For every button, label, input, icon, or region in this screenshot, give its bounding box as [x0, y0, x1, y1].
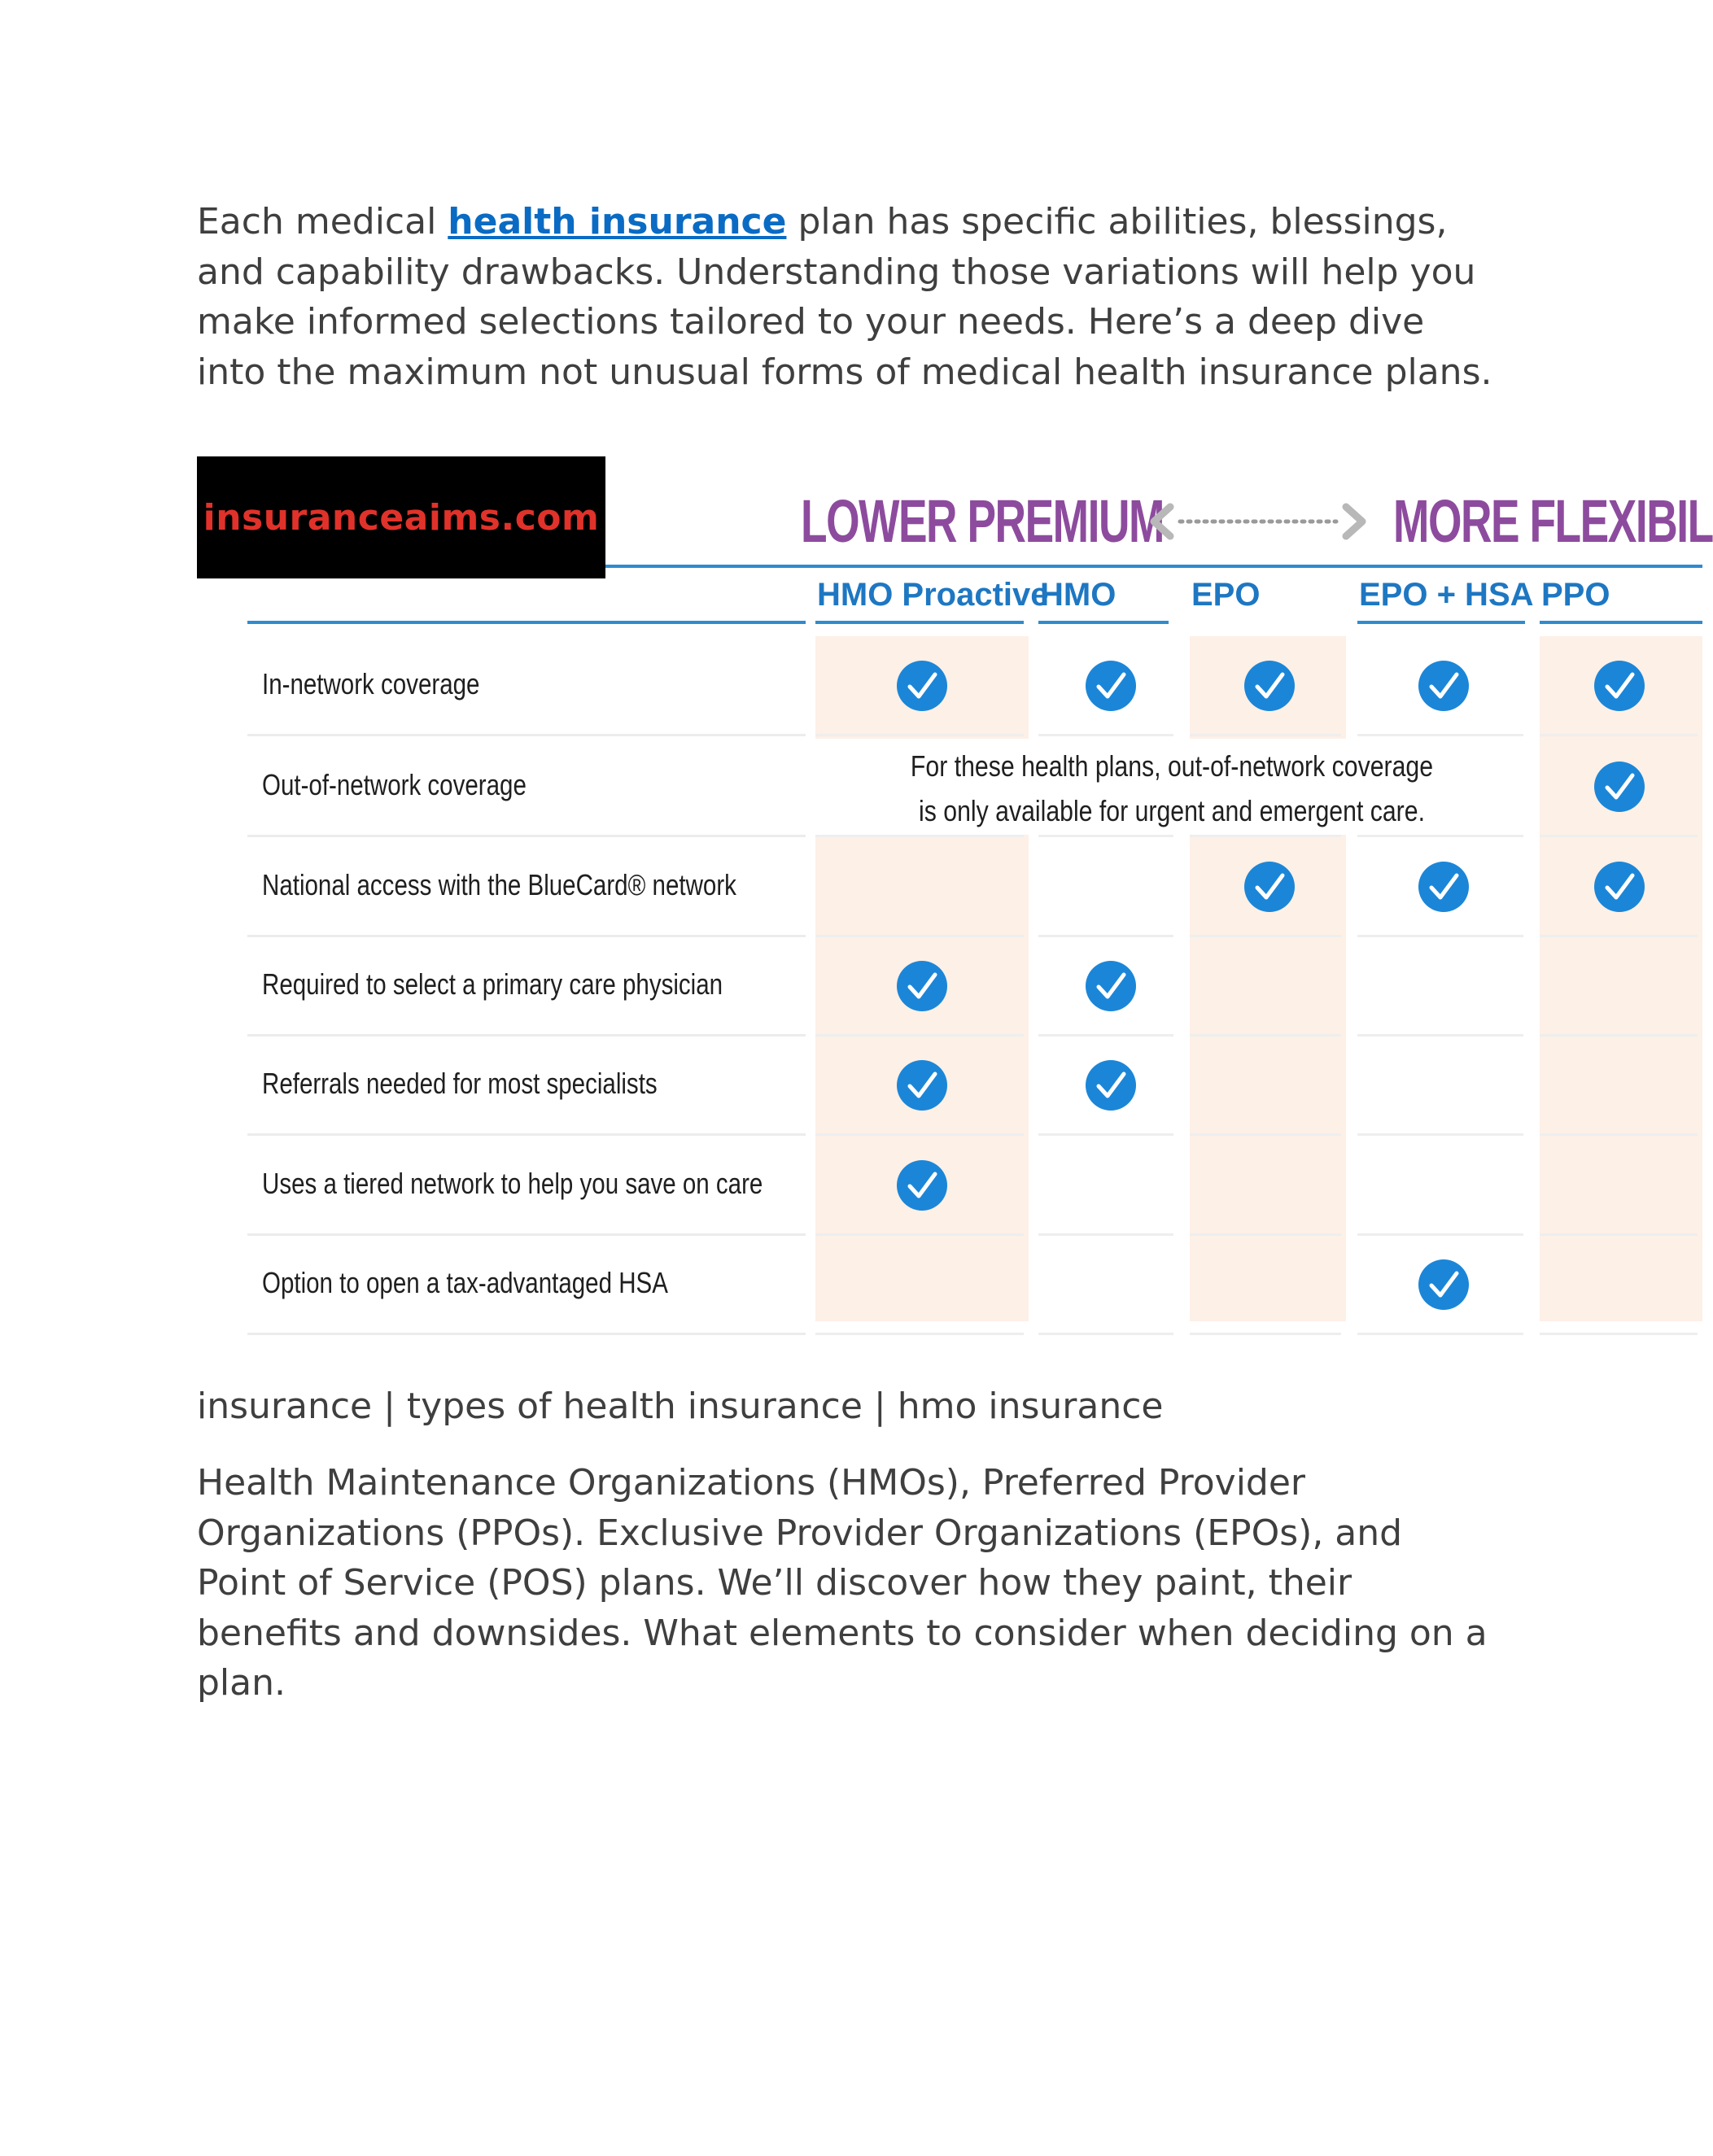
- column-top-rule: [1540, 565, 1702, 568]
- more-flexibility-heading: MORE FLEXIBIL: [1393, 487, 1713, 555]
- column-header: EPO + HSA: [1359, 577, 1534, 613]
- cell-divider: [1357, 734, 1523, 736]
- checkmark-icon: [1084, 1058, 1138, 1112]
- cell-divider: [1190, 1333, 1341, 1335]
- cell-divider: [1038, 734, 1173, 736]
- cell-divider: [815, 835, 1024, 837]
- column-top-rule: [1038, 565, 1173, 568]
- row-label: Referrals needed for most specialists: [262, 1067, 658, 1100]
- column-top-rule: [1357, 565, 1523, 568]
- intro-text-start: Each medical: [197, 201, 448, 242]
- checkmark-icon: [895, 1159, 949, 1212]
- checkmark-icon: [1593, 860, 1646, 914]
- row-divider: [247, 1133, 806, 1136]
- logo-banner: insuranceaims.com: [197, 456, 605, 578]
- checkmark-icon: [895, 1058, 949, 1112]
- cell-divider: [1190, 1133, 1341, 1136]
- cell-divider: [1540, 1133, 1698, 1136]
- row-divider: [247, 1034, 806, 1037]
- column-header: HMO: [1040, 577, 1117, 613]
- cell-divider: [1357, 835, 1523, 837]
- double-arrow-icon: [1147, 499, 1369, 544]
- cell-divider: [1540, 835, 1698, 837]
- cell-divider: [1038, 1333, 1173, 1335]
- lower-premium-heading: LOWER PREMIUM: [801, 487, 1164, 555]
- column-header: HMO Proactive: [817, 577, 1049, 613]
- row-divider: [247, 835, 806, 837]
- cell-divider: [1038, 1034, 1173, 1037]
- column-header-underline: [247, 621, 806, 624]
- cell-divider: [815, 1233, 1024, 1236]
- cell-divider: [1038, 935, 1173, 937]
- cell-divider: [815, 1333, 1024, 1335]
- column-shade: [1540, 636, 1702, 1321]
- health-insurance-link[interactable]: health insurance: [448, 201, 787, 242]
- column-header-underline: [1038, 621, 1169, 624]
- cell-divider: [815, 1133, 1024, 1136]
- column-header-underline: [1357, 621, 1525, 624]
- row-label: Out-of-network coverage: [262, 768, 527, 801]
- cell-divider: [815, 935, 1024, 937]
- cell-divider: [1540, 935, 1698, 937]
- cell-divider: [1357, 1333, 1523, 1335]
- row-label: National access with the BlueCard® network: [262, 868, 736, 901]
- column-top-rule: [1190, 565, 1341, 568]
- note-line-1: For these health plans, out-of-network coverage: [910, 749, 1434, 783]
- checkmark-icon: [1084, 959, 1138, 1013]
- checkmark-icon: [1243, 659, 1296, 713]
- cell-divider: [815, 734, 1024, 736]
- column-top-rule: [815, 565, 1024, 568]
- row-divider: [247, 734, 806, 736]
- checkmark-icon: [1417, 860, 1470, 914]
- checkmark-icon: [1417, 659, 1470, 713]
- cell-divider: [1038, 835, 1173, 837]
- tags-line: insurance | types of health insurance | hmo insurance: [197, 1386, 1164, 1427]
- checkmark-icon: [1593, 760, 1646, 814]
- cell-divider: [1540, 734, 1698, 736]
- row-divider: [247, 1233, 806, 1236]
- checkmark-icon: [895, 959, 949, 1013]
- row-label: Required to select a primary care physician: [262, 967, 723, 1001]
- row-divider: [247, 1333, 806, 1335]
- note-line-2: is only available for urgent and emergent care.: [919, 794, 1425, 827]
- out-of-network-note: [872, 744, 1471, 833]
- plan-comparison-figure: [197, 456, 1713, 1335]
- row-label: In-network coverage: [262, 667, 480, 700]
- cell-divider: [1540, 1333, 1698, 1335]
- checkmark-icon: [1243, 860, 1296, 914]
- body-paragraph: Health Maintenance Organizations (HMOs), Preferred Provider Organizations (PPOs). Exclusive Provider Organizations (EPOs), and Point of Service (POS) plans. We’ll discover how they paint, their benefits and downsides. What elements to consider when deciding on a plan.: [197, 1462, 1488, 1704]
- cell-divider: [1190, 734, 1341, 736]
- cell-divider: [1190, 1233, 1341, 1236]
- column-header: PPO: [1541, 577, 1610, 613]
- cell-divider: [1540, 1034, 1698, 1037]
- cell-divider: [1357, 1233, 1523, 1236]
- checkmark-icon: [1417, 1258, 1470, 1311]
- column-header: EPO: [1191, 577, 1261, 613]
- row-label: Option to open a tax-advantaged HSA: [262, 1266, 668, 1299]
- cell-divider: [1357, 1034, 1523, 1037]
- checkmark-icon: [1084, 659, 1138, 713]
- intro-paragraph: [197, 197, 1499, 397]
- cell-divider: [815, 1034, 1024, 1037]
- row-divider: [247, 935, 806, 937]
- row-label: Uses a tiered network to help you save on care: [262, 1167, 763, 1200]
- cell-divider: [1038, 1233, 1173, 1236]
- cell-divider: [1190, 1034, 1341, 1037]
- column-header-underline: [815, 621, 1024, 624]
- checkmark-icon: [895, 659, 949, 713]
- checkmark-icon: [1593, 659, 1646, 713]
- cell-divider: [1357, 1133, 1523, 1136]
- cell-divider: [1190, 935, 1341, 937]
- cell-divider: [1357, 935, 1523, 937]
- cell-divider: [1190, 835, 1341, 837]
- column-header-underline: [1540, 621, 1702, 624]
- cell-divider: [1540, 1233, 1698, 1236]
- intro-text-end: plan has specific abilities, blessings, and capability drawbacks. Understanding those variations will help you make informed selections tailored to your needs. Here’s a deep dive into the maximum not unusual forms of medical health insurance plans.: [197, 201, 1492, 393]
- cell-divider: [1038, 1133, 1173, 1136]
